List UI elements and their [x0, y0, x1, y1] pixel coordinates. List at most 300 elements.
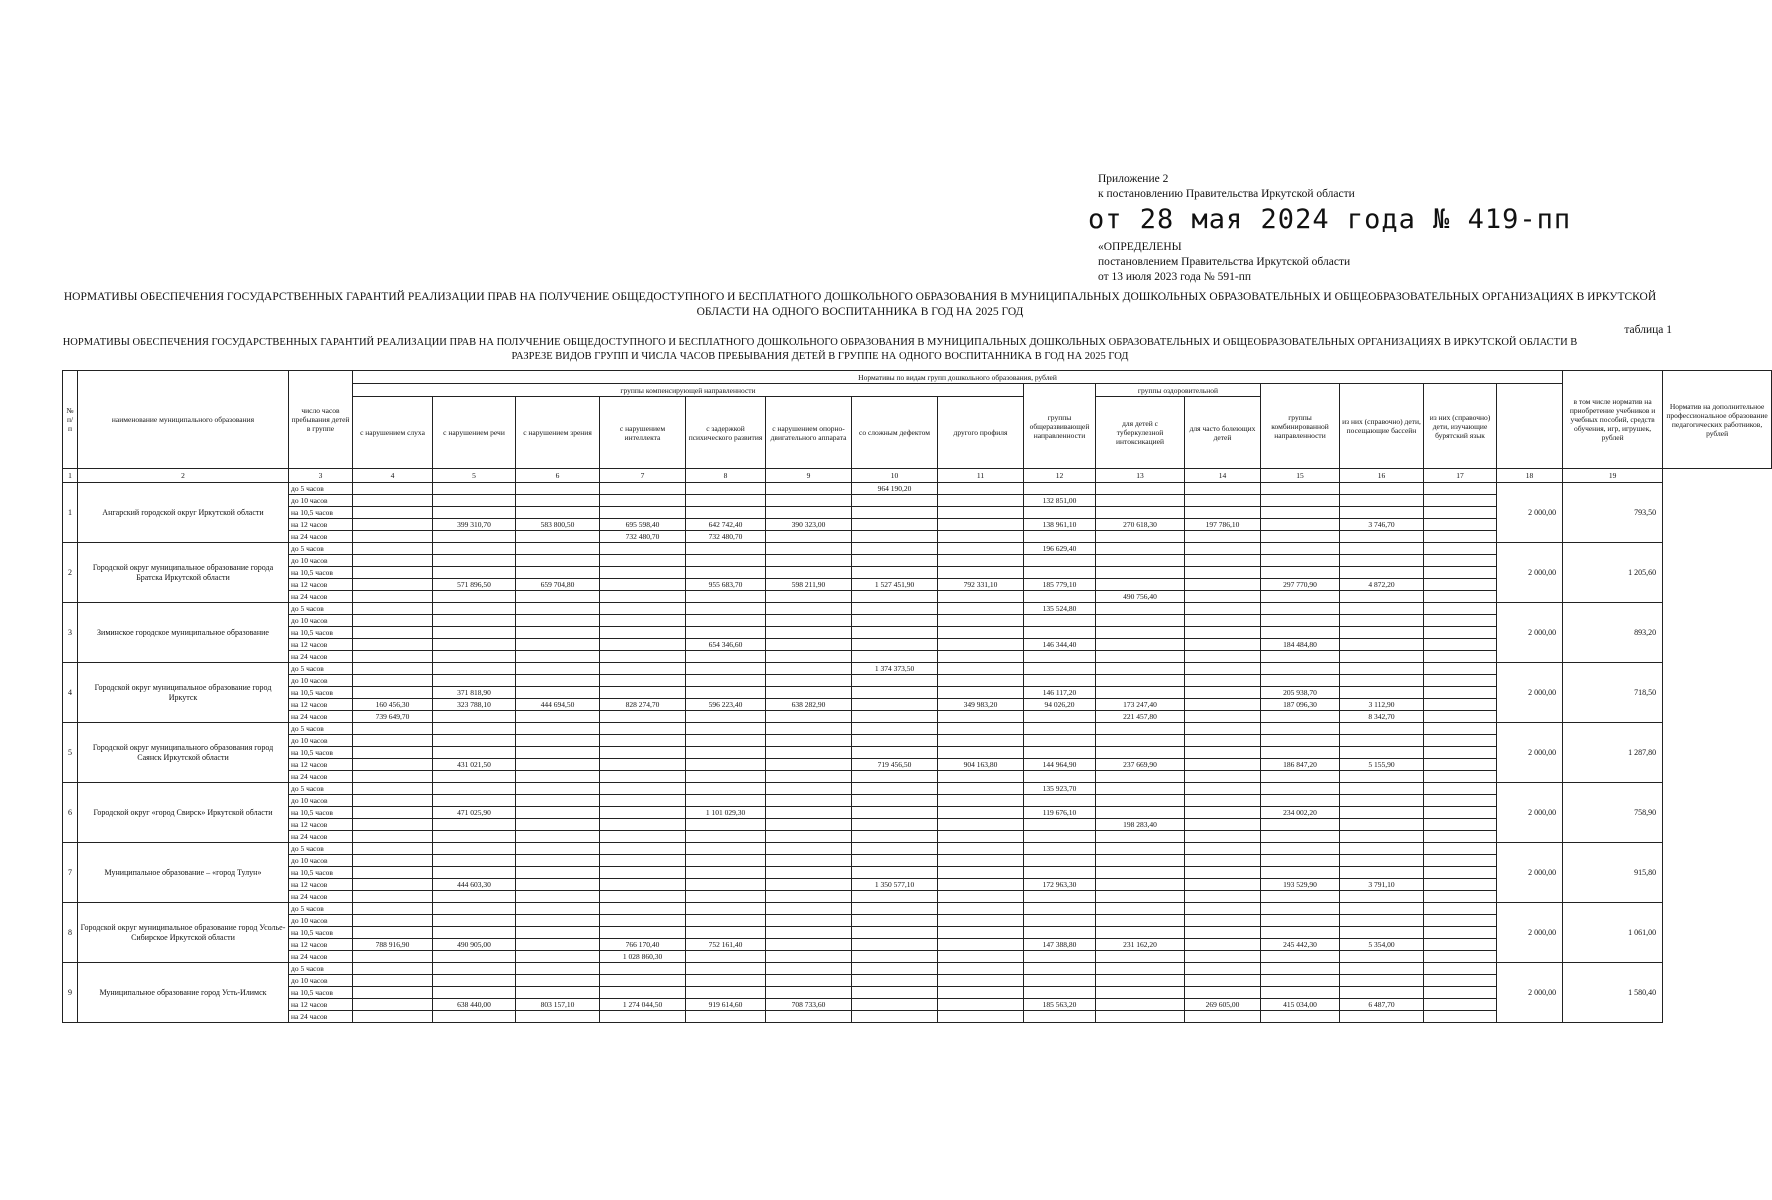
value-cell	[766, 495, 852, 507]
value-cell	[1185, 735, 1261, 747]
value-cell	[938, 663, 1024, 675]
value-cell	[1340, 639, 1424, 651]
value-cell: 904 163,80	[938, 759, 1024, 771]
textbook-norm-cell: 2 000,00	[1497, 603, 1563, 663]
value-cell	[1185, 987, 1261, 999]
hours-cell: на 12 часов	[289, 999, 353, 1011]
value-cell	[353, 975, 433, 987]
value-cell	[1424, 867, 1497, 879]
value-cell	[353, 615, 433, 627]
value-cell	[516, 759, 600, 771]
value-cell	[938, 711, 1024, 723]
hours-cell: до 10 часов	[289, 495, 353, 507]
value-cell: 1 101 029,30	[686, 807, 766, 819]
value-cell	[600, 483, 686, 495]
column-number: 6	[516, 469, 600, 483]
municipality-name: Городской округ «город Свирск» Иркутской области	[78, 783, 289, 843]
value-cell	[1424, 627, 1497, 639]
value-cell	[1261, 903, 1340, 915]
value-cell: 119 676,10	[1024, 807, 1096, 819]
value-cell: 245 442,30	[1261, 939, 1340, 951]
textbook-norm-cell: 2 000,00	[1497, 543, 1563, 603]
value-cell	[938, 867, 1024, 879]
value-cell	[1261, 603, 1340, 615]
value-cell	[852, 999, 938, 1011]
decree-reference: к постановлению Правительства Иркутской области	[1098, 188, 1355, 200]
value-cell	[600, 831, 686, 843]
value-cell	[1185, 579, 1261, 591]
header-c9: с нарушением опорно-двигательного аппарата	[766, 397, 852, 469]
hours-cell: до 10 часов	[289, 675, 353, 687]
value-cell	[1024, 891, 1096, 903]
value-cell	[600, 639, 686, 651]
value-cell	[1185, 819, 1261, 831]
value-cell	[1096, 567, 1185, 579]
value-cell	[433, 735, 516, 747]
approval-header	[1088, 172, 1618, 285]
value-cell	[600, 975, 686, 987]
value-cell	[1424, 507, 1497, 519]
value-cell: 964 190,20	[852, 483, 938, 495]
value-cell	[686, 591, 766, 603]
column-number: 7	[600, 469, 686, 483]
value-cell	[852, 903, 938, 915]
column-number: 2	[78, 469, 289, 483]
hours-cell: до 10 часов	[289, 735, 353, 747]
value-cell	[1185, 567, 1261, 579]
value-cell	[1096, 807, 1185, 819]
value-cell	[1096, 747, 1185, 759]
value-cell: 695 598,40	[600, 519, 686, 531]
value-cell	[1261, 975, 1340, 987]
value-cell	[1340, 855, 1424, 867]
value-cell	[1340, 723, 1424, 735]
value-cell	[852, 975, 938, 987]
value-cell	[1096, 663, 1185, 675]
annex-label: Приложение 2	[1098, 173, 1169, 185]
value-cell	[766, 927, 852, 939]
value-cell	[686, 927, 766, 939]
value-cell	[938, 615, 1024, 627]
value-cell: 172 963,30	[1024, 879, 1096, 891]
value-cell	[686, 615, 766, 627]
training-norm-cell: 718,50	[1563, 663, 1663, 723]
value-cell: 173 247,40	[1096, 699, 1185, 711]
column-number: 17	[1424, 469, 1497, 483]
value-cell	[516, 543, 600, 555]
value-cell	[1340, 1011, 1424, 1023]
value-cell	[852, 711, 938, 723]
table-row	[63, 723, 1772, 735]
norms-table	[62, 370, 1772, 1023]
value-cell	[353, 999, 433, 1011]
value-cell	[1340, 507, 1424, 519]
value-cell	[1024, 915, 1096, 927]
value-cell	[1024, 975, 1096, 987]
municipality-name: Ангарский городской округ Иркутской области	[78, 483, 289, 543]
value-cell	[353, 843, 433, 855]
value-cell	[600, 819, 686, 831]
table-title: НОРМАТИВЫ ОБЕСПЕЧЕНИЯ ГОСУДАРСТВЕННЫХ ГАРАНТИЙ РЕАЛИЗАЦИИ ПРАВ НА ПОЛУЧЕНИЕ ОБЩЕДОСТУПНОГО И БЕСПЛАТНОГО ДОШКОЛЬНОГО ОБРАЗОВАНИЯ В МУНИЦИПАЛЬНЫХ ДОШКОЛЬНЫХ ОБРАЗОВАТЕЛЬНЫХ И ОБЩЕОБРАЗОВАТЕЛЬНЫХ ОРГАНИЗАЦИЯХ В ИРКУТСКОЙ ОБЛАСТИ В РАЗРЕЗЕ ВИДОВ ГРУПП И ЧИСЛА ЧАСОВ ПРЕБЫВАНИЯ ДЕТЕЙ В ГРУППЕ НА ОДНОГО ВОСПИТАННИКА В ГОД НА 2025 ГОД	[62, 337, 1578, 362]
hours-cell: на 24 часов	[289, 771, 353, 783]
value-cell	[938, 999, 1024, 1011]
value-cell	[1424, 783, 1497, 795]
value-cell	[686, 555, 766, 567]
value-cell	[686, 879, 766, 891]
value-cell	[353, 963, 433, 975]
value-cell	[1424, 747, 1497, 759]
value-cell	[938, 543, 1024, 555]
value-cell	[1261, 747, 1340, 759]
training-norm-cell: 1 205,60	[1563, 543, 1663, 603]
value-cell	[1340, 807, 1424, 819]
value-cell	[353, 723, 433, 735]
value-cell	[852, 507, 938, 519]
municipality-name: Муниципальное образование город Усть-Илимск	[78, 963, 289, 1023]
value-cell: 659 704,80	[516, 579, 600, 591]
value-cell	[516, 723, 600, 735]
value-cell: 5 155,90	[1340, 759, 1424, 771]
value-cell	[1424, 651, 1497, 663]
value-cell: 390 323,00	[766, 519, 852, 531]
value-cell	[938, 927, 1024, 939]
value-cell	[600, 879, 686, 891]
value-cell	[1185, 723, 1261, 735]
value-cell: 638 282,90	[766, 699, 852, 711]
value-cell	[433, 843, 516, 855]
value-cell	[1424, 519, 1497, 531]
value-cell	[600, 723, 686, 735]
value-cell: 234 002,20	[1261, 807, 1340, 819]
header-c4: с нарушением слуха	[353, 397, 433, 469]
value-cell	[353, 555, 433, 567]
value-cell	[938, 495, 1024, 507]
value-cell	[600, 759, 686, 771]
municipality-name: Городской округ муниципальное образование города Братска Иркутской области	[78, 543, 289, 603]
value-cell	[433, 819, 516, 831]
value-cell	[1340, 867, 1424, 879]
value-cell	[766, 975, 852, 987]
column-number: 4	[353, 469, 433, 483]
value-cell	[433, 663, 516, 675]
value-cell	[1185, 603, 1261, 615]
value-cell	[1424, 999, 1497, 1011]
hours-cell: до 5 часов	[289, 483, 353, 495]
value-cell	[1024, 747, 1096, 759]
value-cell	[852, 867, 938, 879]
value-cell	[852, 675, 938, 687]
value-cell	[1424, 483, 1497, 495]
defined-by: постановлением Правительства Иркутской области	[1098, 256, 1351, 268]
value-cell	[1261, 927, 1340, 939]
hours-cell: до 5 часов	[289, 543, 353, 555]
value-cell	[686, 723, 766, 735]
value-cell	[852, 639, 938, 651]
value-cell	[1024, 951, 1096, 963]
value-cell	[852, 939, 938, 951]
value-cell: 1 527 451,90	[852, 579, 938, 591]
value-cell	[1424, 975, 1497, 987]
value-cell	[1096, 555, 1185, 567]
value-cell	[1340, 987, 1424, 999]
value-cell	[600, 891, 686, 903]
value-cell	[433, 627, 516, 639]
value-cell	[1340, 591, 1424, 603]
column-number: 8	[686, 469, 766, 483]
value-cell	[1340, 495, 1424, 507]
value-cell	[766, 591, 852, 603]
value-cell	[852, 963, 938, 975]
value-cell	[433, 495, 516, 507]
value-cell	[1096, 639, 1185, 651]
value-cell	[1096, 795, 1185, 807]
value-cell	[516, 507, 600, 519]
value-cell: 197 786,10	[1185, 519, 1261, 531]
value-cell	[1185, 855, 1261, 867]
textbook-norm-cell: 2 000,00	[1497, 663, 1563, 723]
value-cell	[1424, 843, 1497, 855]
value-cell	[766, 879, 852, 891]
hours-cell: на 12 часов	[289, 639, 353, 651]
value-cell	[766, 747, 852, 759]
value-cell: 193 529,90	[1261, 879, 1340, 891]
value-cell	[938, 651, 1024, 663]
value-cell: 5 354,00	[1340, 939, 1424, 951]
value-cell: 270 618,30	[1096, 519, 1185, 531]
hours-cell: на 12 часов	[289, 699, 353, 711]
value-cell: 828 274,70	[600, 699, 686, 711]
value-cell	[1185, 675, 1261, 687]
value-cell	[1261, 711, 1340, 723]
value-cell	[516, 843, 600, 855]
value-cell	[600, 495, 686, 507]
value-cell	[686, 687, 766, 699]
value-cell	[1185, 831, 1261, 843]
value-cell	[433, 1011, 516, 1023]
value-cell	[1424, 855, 1497, 867]
value-cell	[1261, 915, 1340, 927]
value-cell	[766, 507, 852, 519]
value-cell	[1424, 675, 1497, 687]
value-cell	[353, 579, 433, 591]
value-cell	[1424, 711, 1497, 723]
value-cell	[1024, 735, 1096, 747]
value-cell	[1261, 831, 1340, 843]
value-cell	[938, 915, 1024, 927]
row-number: 3	[63, 603, 78, 663]
value-cell	[1340, 795, 1424, 807]
value-cell	[516, 951, 600, 963]
value-cell	[516, 555, 600, 567]
value-cell	[852, 819, 938, 831]
value-cell: 147 388,80	[1024, 939, 1096, 951]
value-cell	[1096, 915, 1185, 927]
value-cell	[938, 819, 1024, 831]
value-cell	[1185, 843, 1261, 855]
value-cell	[1096, 903, 1185, 915]
value-cell	[433, 831, 516, 843]
value-cell	[600, 987, 686, 999]
column-number: 15	[1261, 469, 1340, 483]
training-norm-cell: 1 580,40	[1563, 963, 1663, 1023]
header-c11: другого профиля	[938, 397, 1024, 469]
value-cell	[1424, 951, 1497, 963]
value-cell	[433, 891, 516, 903]
value-cell	[766, 795, 852, 807]
value-cell	[686, 507, 766, 519]
value-cell: 1 374 373,50	[852, 663, 938, 675]
value-cell	[686, 567, 766, 579]
value-cell: 752 161,40	[686, 939, 766, 951]
value-cell	[766, 759, 852, 771]
value-cell	[433, 795, 516, 807]
value-cell	[1424, 543, 1497, 555]
row-number: 8	[63, 903, 78, 963]
value-cell	[766, 639, 852, 651]
value-cell	[686, 951, 766, 963]
table-row	[63, 783, 1772, 795]
hours-cell: до 5 часов	[289, 783, 353, 795]
value-cell	[353, 735, 433, 747]
value-cell	[600, 651, 686, 663]
value-cell	[353, 1011, 433, 1023]
header-c17: из них (справочно) дети, изучающие бурятский язык	[1424, 384, 1497, 469]
value-cell	[766, 531, 852, 543]
value-cell	[1424, 903, 1497, 915]
value-cell	[1096, 651, 1185, 663]
hours-cell: на 12 часов	[289, 579, 353, 591]
value-cell	[686, 867, 766, 879]
value-cell	[1424, 819, 1497, 831]
value-cell	[516, 867, 600, 879]
value-cell	[1024, 627, 1096, 639]
value-cell	[1261, 591, 1340, 603]
value-cell	[1024, 867, 1096, 879]
value-cell	[1185, 483, 1261, 495]
value-cell	[1424, 879, 1497, 891]
value-cell	[1185, 651, 1261, 663]
value-cell	[766, 855, 852, 867]
value-cell	[1096, 783, 1185, 795]
header-c13: для детей с туберкулезной интоксикацией	[1096, 397, 1185, 469]
value-cell	[516, 495, 600, 507]
value-cell: 146 344,40	[1024, 639, 1096, 651]
value-cell	[938, 855, 1024, 867]
value-cell	[353, 855, 433, 867]
value-cell: 803 157,10	[516, 999, 600, 1011]
value-cell	[1340, 735, 1424, 747]
header-health: группы оздоровительной	[1096, 384, 1261, 397]
value-cell	[600, 855, 686, 867]
value-cell	[852, 543, 938, 555]
value-cell	[433, 867, 516, 879]
value-cell: 3 791,10	[1340, 879, 1424, 891]
value-cell	[1340, 687, 1424, 699]
value-cell: 490 905,00	[433, 939, 516, 951]
value-cell	[600, 675, 686, 687]
value-cell	[1340, 651, 1424, 663]
value-cell	[686, 843, 766, 855]
value-cell	[353, 795, 433, 807]
value-cell	[353, 531, 433, 543]
hours-cell: на 10,5 часов	[289, 627, 353, 639]
value-cell	[686, 771, 766, 783]
column-numbers-row	[63, 469, 1772, 483]
value-cell: 1 350 577,10	[852, 879, 938, 891]
value-cell	[1024, 987, 1096, 999]
header-c12: группы общеразвивающей направленности	[1024, 384, 1096, 469]
value-cell	[353, 543, 433, 555]
value-cell	[1340, 831, 1424, 843]
value-cell	[852, 771, 938, 783]
value-cell: 444 694,50	[516, 699, 600, 711]
value-cell: 160 456,30	[353, 699, 433, 711]
value-cell: 399 310,70	[433, 519, 516, 531]
value-cell	[686, 663, 766, 675]
value-cell	[433, 855, 516, 867]
value-cell	[1424, 603, 1497, 615]
value-cell	[938, 627, 1024, 639]
value-cell	[600, 843, 686, 855]
value-cell	[516, 675, 600, 687]
value-cell	[1024, 675, 1096, 687]
value-cell	[1261, 843, 1340, 855]
value-cell	[1424, 591, 1497, 603]
value-cell	[1340, 891, 1424, 903]
value-cell	[600, 567, 686, 579]
value-cell	[766, 615, 852, 627]
row-number: 4	[63, 663, 78, 723]
value-cell	[1185, 807, 1261, 819]
value-cell	[1096, 879, 1185, 891]
hours-cell: до 5 часов	[289, 723, 353, 735]
value-cell	[433, 483, 516, 495]
row-number: 5	[63, 723, 78, 783]
value-cell	[852, 831, 938, 843]
value-cell	[433, 675, 516, 687]
value-cell	[1261, 519, 1340, 531]
value-cell	[353, 651, 433, 663]
value-cell	[1185, 555, 1261, 567]
value-cell	[938, 1011, 1024, 1023]
value-cell	[1261, 819, 1340, 831]
value-cell: 4 872,20	[1340, 579, 1424, 591]
value-cell: 415 034,00	[1261, 999, 1340, 1011]
value-cell	[1424, 723, 1497, 735]
value-cell	[766, 687, 852, 699]
value-cell	[600, 543, 686, 555]
value-cell	[852, 783, 938, 795]
value-cell	[433, 975, 516, 987]
value-cell	[1340, 627, 1424, 639]
value-cell	[600, 927, 686, 939]
value-cell	[433, 615, 516, 627]
value-cell	[433, 747, 516, 759]
value-cell	[516, 987, 600, 999]
value-cell	[1424, 891, 1497, 903]
value-cell	[1024, 711, 1096, 723]
value-cell: 596 223,40	[686, 699, 766, 711]
value-cell	[1424, 579, 1497, 591]
value-cell	[1185, 759, 1261, 771]
value-cell	[1185, 963, 1261, 975]
training-norm-cell: 758,90	[1563, 783, 1663, 843]
value-cell: 198 283,40	[1096, 819, 1185, 831]
value-cell	[686, 903, 766, 915]
value-cell	[1185, 891, 1261, 903]
value-cell	[852, 723, 938, 735]
value-cell	[766, 819, 852, 831]
